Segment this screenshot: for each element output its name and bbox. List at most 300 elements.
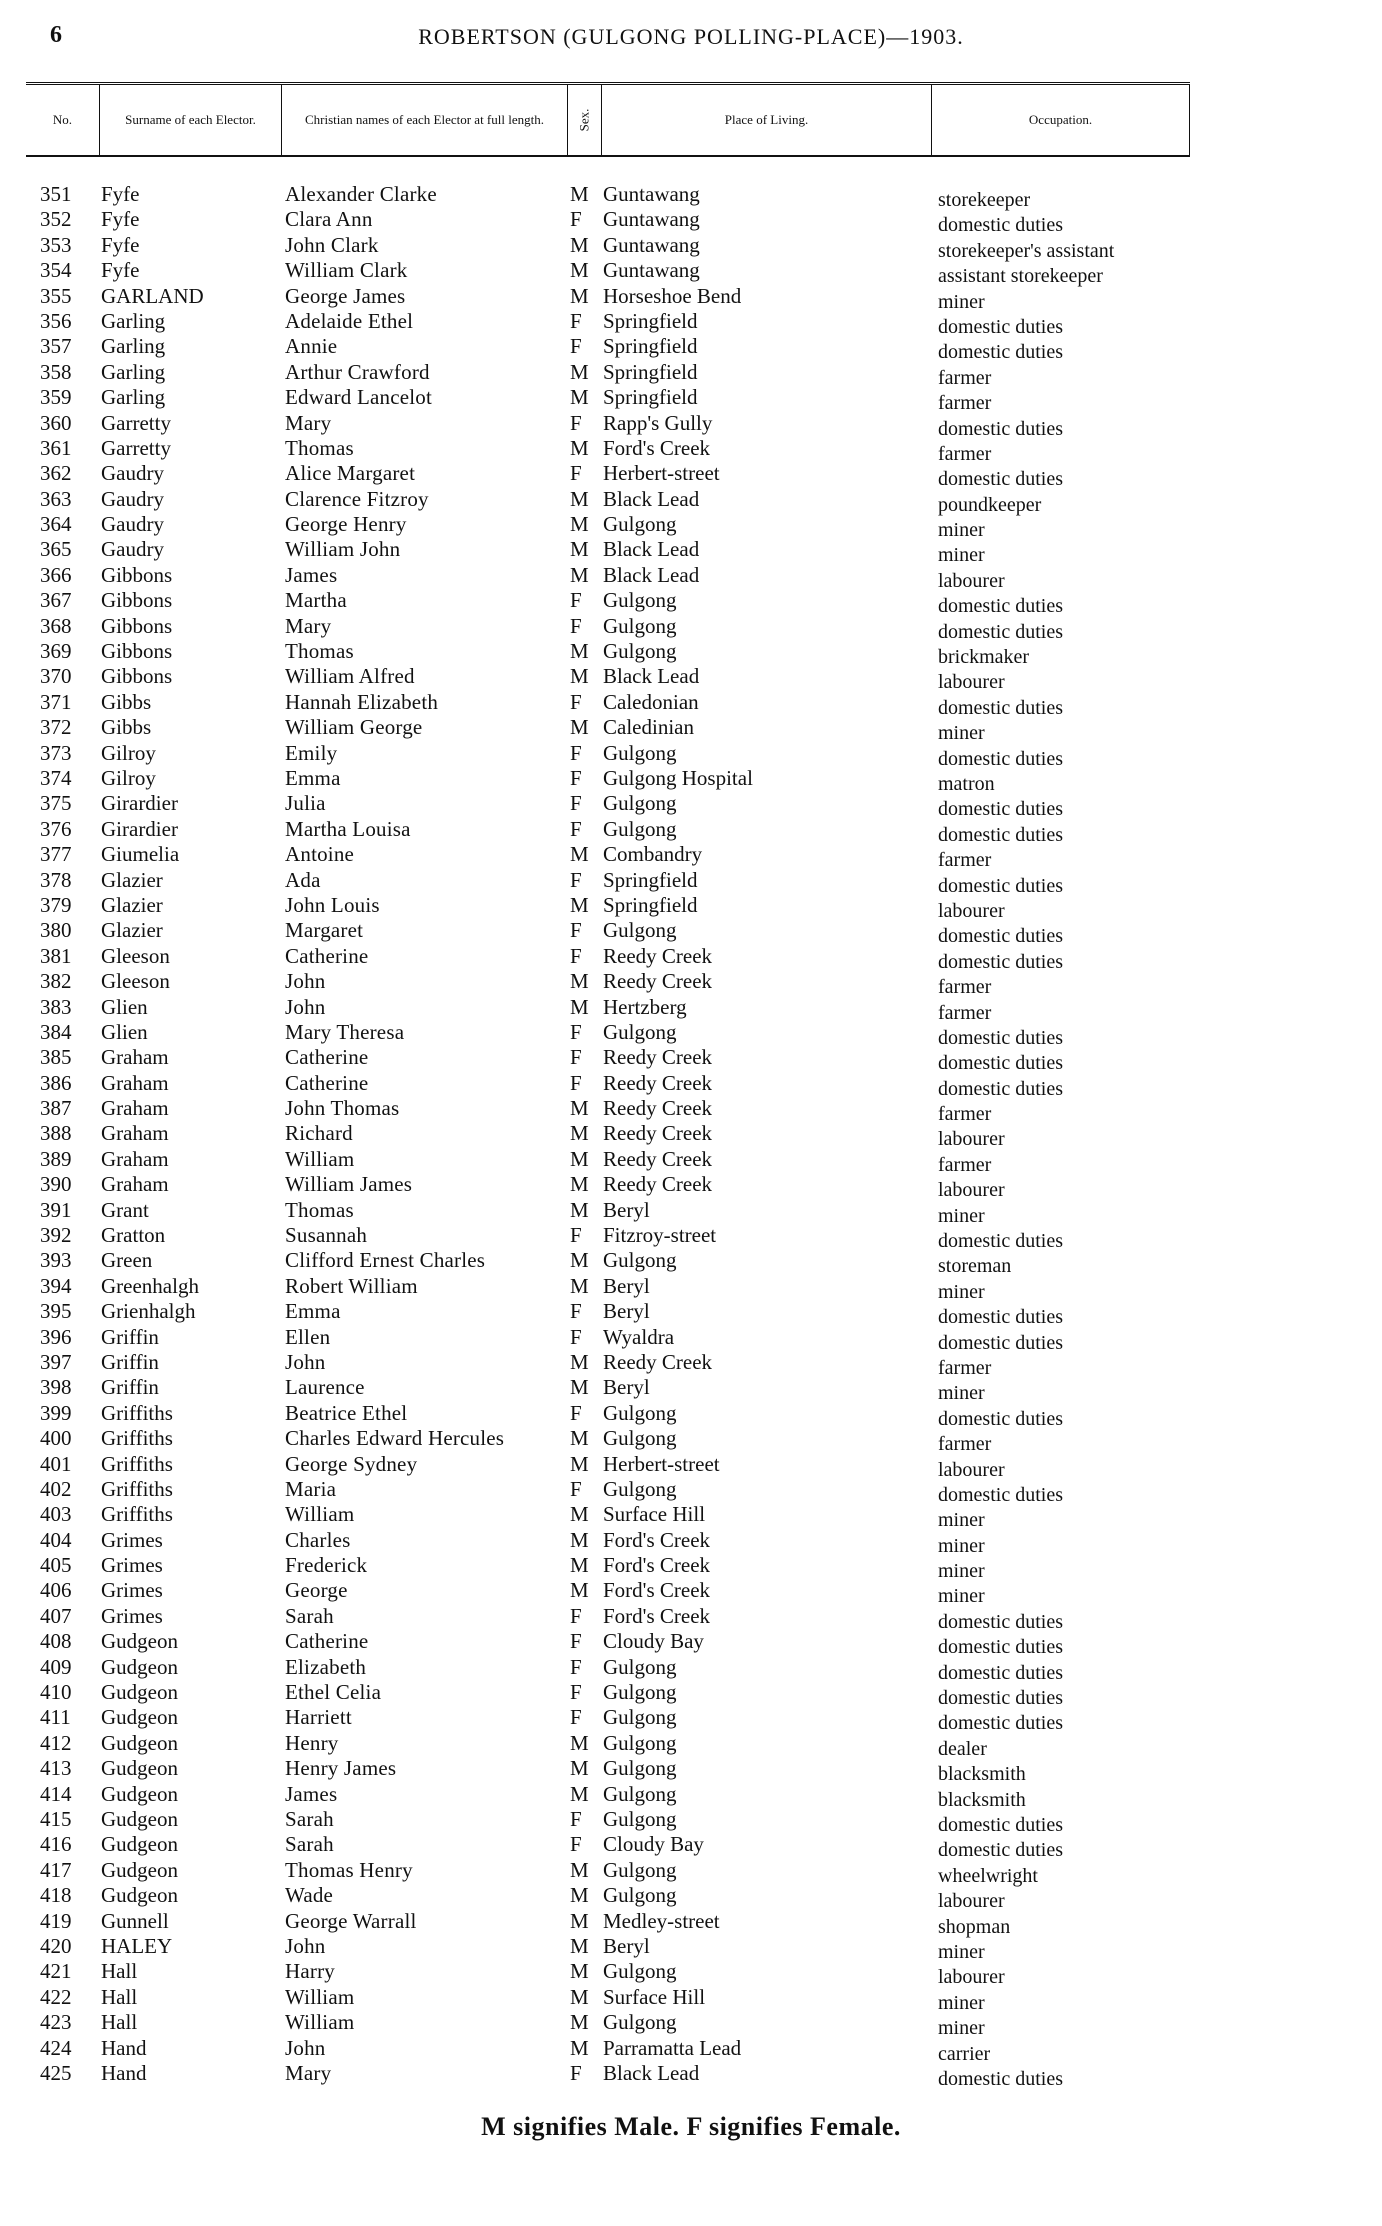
table-row <box>0 232 1382 262</box>
table-row <box>0 1197 1382 1227</box>
column-header-surname-label: Surname of each Elector. <box>125 112 256 127</box>
elector-number: 422 <box>40 1984 72 2009</box>
elector-number: 382 <box>40 969 72 994</box>
elector-number: 355 <box>40 283 72 308</box>
elector-occupation: carrier <box>938 2042 991 2065</box>
elector-occupation: miner <box>938 1560 985 1583</box>
elector-number: 411 <box>40 1705 71 1730</box>
elector-christian-names: John Clark <box>285 232 379 257</box>
elector-sex: M <box>570 1248 589 1273</box>
elector-christian-names: Harry <box>285 1959 335 1984</box>
elector-sex: M <box>570 969 589 994</box>
elector-number: 409 <box>40 1654 72 1679</box>
table-row <box>0 715 1382 745</box>
elector-sex: M <box>570 1527 589 1552</box>
elector-christian-names: William <box>285 1502 355 1527</box>
elector-christian-names: Thomas <box>285 639 354 664</box>
table-row <box>0 308 1382 338</box>
elector-place-of-living: Wyaldra <box>603 1324 675 1349</box>
column-header-place-label: Place of Living. <box>724 112 809 127</box>
elector-number: 401 <box>40 1451 72 1476</box>
elector-place-of-living: Cloudy Bay <box>603 1629 704 1654</box>
elector-christian-names: George James <box>285 283 406 308</box>
elector-number: 399 <box>40 1400 72 1425</box>
table-row <box>0 1400 1382 1430</box>
elector-surname: Griffiths <box>101 1426 173 1451</box>
elector-occupation: domestic duties <box>938 950 1063 973</box>
elector-sex: F <box>570 918 582 943</box>
elector-surname: Grienhalgh <box>101 1299 196 1324</box>
table-row <box>0 1349 1382 1379</box>
elector-sex: F <box>570 1223 582 1248</box>
elector-occupation: assistant storekeeper <box>938 265 1103 288</box>
table-row <box>0 1146 1382 1176</box>
elector-surname: Gaudry <box>101 486 164 511</box>
elector-number: 354 <box>40 258 72 283</box>
elector-place-of-living: Springfield <box>603 308 698 333</box>
elector-sex: M <box>570 359 589 384</box>
elector-occupation: domestic duties <box>938 1661 1063 1684</box>
elector-occupation: poundkeeper <box>938 493 1042 516</box>
elector-number: 396 <box>40 1324 72 1349</box>
elector-surname: Girardier <box>101 791 178 816</box>
elector-surname: Glien <box>101 1019 148 1044</box>
elector-place-of-living: Caledinian <box>603 715 694 740</box>
elector-place-of-living: Beryl <box>603 1375 650 1400</box>
elector-christian-names: Elizabeth <box>285 1654 367 1679</box>
elector-christian-names: William James <box>285 1172 413 1197</box>
table-row <box>0 461 1382 491</box>
elector-number: 400 <box>40 1426 72 1451</box>
elector-place-of-living: Springfield <box>603 334 698 359</box>
elector-place-of-living: Ford's Creek <box>603 435 711 460</box>
elector-place-of-living: Black Lead <box>603 486 700 511</box>
elector-place-of-living: Gulgong <box>603 639 677 664</box>
elector-place-of-living: Beryl <box>603 1273 650 1298</box>
elector-surname: Graham <box>101 1146 169 1171</box>
table-row <box>0 1959 1382 1989</box>
elector-number: 366 <box>40 562 72 587</box>
elector-sex: M <box>570 1756 589 1781</box>
elector-surname: Glazier <box>101 918 163 943</box>
elector-christian-names: John Thomas <box>285 1096 400 1121</box>
elector-christian-names: William Clark <box>285 258 408 283</box>
elector-sex: M <box>570 1553 589 1578</box>
elector-place-of-living: Reedy Creek <box>603 1070 713 1095</box>
table-row <box>0 435 1382 465</box>
elector-number: 370 <box>40 664 72 689</box>
elector-place-of-living: Gulgong <box>603 1781 677 1806</box>
elector-sex: M <box>570 232 589 257</box>
elector-sex: F <box>570 308 582 333</box>
elector-sex: F <box>570 1476 582 1501</box>
elector-christian-names: John Louis <box>285 892 380 917</box>
elector-christian-names: John <box>285 1349 326 1374</box>
elector-surname: Gibbons <box>101 664 173 689</box>
elector-number: 374 <box>40 765 72 790</box>
elector-occupation: brickmaker <box>938 646 1030 669</box>
elector-christian-names: Adelaide Ethel <box>285 308 414 333</box>
elector-occupation: farmer <box>938 442 992 465</box>
table-row <box>0 1756 1382 1786</box>
elector-surname: Grant <box>101 1197 149 1222</box>
elector-occupation: miner <box>938 1509 985 1532</box>
table-row <box>0 765 1382 795</box>
elector-sex: M <box>570 1959 589 1984</box>
elector-number: 351 <box>40 182 72 206</box>
elector-christian-names: Charles Edward Hercules <box>285 1426 505 1451</box>
elector-place-of-living: Reedy Creek <box>603 1096 713 1121</box>
elector-christian-names: Arthur Crawford <box>285 359 430 384</box>
elector-sex: M <box>570 1578 589 1603</box>
elector-place-of-living: Rapp's Gully <box>603 410 713 435</box>
elector-number: 385 <box>40 1045 72 1070</box>
elector-christian-names: George Sydney <box>285 1451 418 1476</box>
elector-surname: Gibbs <box>101 715 152 740</box>
elector-christian-names: Antoine <box>285 842 355 867</box>
elector-number: 415 <box>40 1807 72 1831</box>
elector-surname: Gudgeon <box>101 1629 178 1654</box>
table-row <box>0 182 1382 211</box>
elector-sex: M <box>570 258 589 283</box>
elector-sex: F <box>570 765 582 790</box>
table-row <box>0 969 1382 999</box>
elector-number: 381 <box>40 943 72 968</box>
elector-sex: M <box>570 1502 589 1527</box>
elector-surname: Hall <box>101 1959 138 1984</box>
elector-christian-names: James <box>285 562 338 587</box>
elector-christian-names: Catherine <box>285 943 369 968</box>
elector-number: 389 <box>40 1146 72 1171</box>
elector-sex: M <box>570 1933 589 1958</box>
elector-place-of-living: Gulgong <box>603 613 677 638</box>
elector-occupation: domestic duties <box>938 1636 1063 1659</box>
elector-place-of-living: Reedy Creek <box>603 1146 713 1171</box>
page-header <box>0 18 1382 58</box>
elector-place-of-living: Caledonian <box>603 689 699 714</box>
elector-surname: Griffin <box>101 1349 159 1374</box>
elector-surname: Greenhalgh <box>101 1273 199 1298</box>
elector-occupation: domestic duties <box>938 2067 1063 2090</box>
elector-number: 377 <box>40 842 72 867</box>
table-row <box>0 1984 1382 2014</box>
column-header-row <box>26 82 1190 157</box>
elector-christian-names: Harriett <box>285 1705 352 1730</box>
elector-occupation: miner <box>938 290 985 313</box>
elector-number: 386 <box>40 1070 72 1095</box>
elector-place-of-living: Gulgong Hospital <box>603 765 753 790</box>
table-row <box>0 1172 1382 1202</box>
elector-surname: Gudgeon <box>101 1756 178 1781</box>
elector-sex: M <box>570 1781 589 1806</box>
table-row <box>0 410 1382 440</box>
elector-sex: M <box>570 1121 589 1146</box>
table-row <box>0 816 1382 846</box>
elector-occupation: domestic duties <box>938 696 1063 719</box>
elector-place-of-living: Gulgong <box>603 1857 677 1882</box>
table-row <box>0 1096 1382 1126</box>
elector-place-of-living: Guntawang <box>603 232 700 257</box>
elector-number: 359 <box>40 385 72 410</box>
elector-number: 392 <box>40 1223 72 1248</box>
elector-place-of-living: Gulgong <box>603 1680 677 1705</box>
elector-occupation: domestic duties <box>938 1052 1063 1075</box>
elector-christian-names: Sarah <box>285 1832 334 1857</box>
elector-christian-names: Ada <box>285 867 321 892</box>
table-row <box>0 334 1382 364</box>
elector-place-of-living: Gulgong <box>603 1730 677 1755</box>
elector-place-of-living: Guntawang <box>603 258 700 283</box>
elector-place-of-living: Gulgong <box>603 1883 677 1908</box>
table-row <box>0 1832 1382 1862</box>
elector-place-of-living: Cloudy Bay <box>603 1832 704 1857</box>
elector-sex: M <box>570 892 589 917</box>
elector-surname: Griffin <box>101 1324 159 1349</box>
elector-christian-names: William George <box>285 715 423 740</box>
elector-number: 379 <box>40 892 72 917</box>
elector-sex: M <box>570 562 589 587</box>
elector-christian-names: Emily <box>285 740 338 765</box>
elector-surname: Gratton <box>101 1223 166 1248</box>
elector-surname: Gaudry <box>101 461 164 486</box>
elector-occupation: farmer <box>938 849 992 872</box>
elector-number: 405 <box>40 1553 72 1578</box>
elector-number: 406 <box>40 1578 72 1603</box>
elector-christian-names: John <box>285 1933 326 1958</box>
elector-surname: Gaudry <box>101 537 164 562</box>
table-row <box>0 639 1382 669</box>
table-row <box>0 1578 1382 1608</box>
elector-place-of-living: Reedy Creek <box>603 1172 713 1197</box>
elector-occupation: wheelwright <box>938 1864 1038 1887</box>
elector-number: 384 <box>40 1019 72 1044</box>
table-row <box>0 1324 1382 1354</box>
elector-number: 416 <box>40 1832 72 1857</box>
table-row <box>0 1933 1382 1963</box>
elector-occupation: farmer <box>938 976 992 999</box>
table-row <box>0 1527 1382 1557</box>
elector-surname: Gibbons <box>101 562 173 587</box>
elector-surname: Gudgeon <box>101 1654 178 1679</box>
table-row <box>0 1654 1382 1684</box>
elector-occupation: domestic duties <box>938 1687 1063 1710</box>
elector-surname: Garretty <box>101 435 171 460</box>
elector-christian-names: Henry <box>285 1730 339 1755</box>
elector-number: 380 <box>40 918 72 943</box>
elector-christian-names: Annie <box>285 334 338 359</box>
elector-christian-names: Emma <box>285 1299 341 1324</box>
elector-occupation: blacksmith <box>938 1788 1026 1811</box>
elector-sex: M <box>570 1883 589 1908</box>
elector-number: 410 <box>40 1680 72 1705</box>
elector-place-of-living: Reedy Creek <box>603 1349 713 1374</box>
table-row <box>0 1629 1382 1659</box>
elector-sex: M <box>570 2035 589 2060</box>
column-header-no-label: No. <box>52 112 73 127</box>
table-row <box>0 1502 1382 1532</box>
elector-occupation: domestic duties <box>938 1407 1063 1430</box>
column-header-no <box>26 85 100 155</box>
table-row <box>0 1680 1382 1710</box>
elector-place-of-living: Medley-street <box>603 1908 720 1933</box>
elector-christian-names: William <box>285 1984 355 2009</box>
elector-sex: F <box>570 1807 582 1831</box>
elector-occupation: domestic duties <box>938 468 1063 491</box>
elector-christian-names: William <box>285 1146 355 1171</box>
elector-sex: M <box>570 512 589 537</box>
elector-place-of-living: Gulgong <box>603 1248 677 1273</box>
elector-place-of-living: Reedy Creek <box>603 943 713 968</box>
table-row <box>0 486 1382 516</box>
elector-number: 412 <box>40 1730 72 1755</box>
elector-place-of-living: Beryl <box>603 1299 650 1324</box>
table-row <box>0 562 1382 592</box>
elector-surname: Gaudry <box>101 512 164 537</box>
elector-number: 390 <box>40 1172 72 1197</box>
elector-sex: M <box>570 435 589 460</box>
elector-surname: Fyfe <box>101 207 140 232</box>
elector-surname: Garretty <box>101 410 171 435</box>
elector-sex: F <box>570 791 582 816</box>
elector-number: 352 <box>40 207 72 232</box>
elector-christian-names: Henry James <box>285 1756 397 1781</box>
elector-surname: HALEY <box>101 1933 173 1958</box>
elector-christian-names: Emma <box>285 765 341 790</box>
table-row <box>0 740 1382 770</box>
table-row <box>0 1426 1382 1456</box>
table-row <box>0 1807 1382 1836</box>
elector-sex: F <box>570 2060 582 2085</box>
elector-sex: F <box>570 613 582 638</box>
elector-sex: M <box>570 385 589 410</box>
elector-christian-names: Ethel Celia <box>285 1680 382 1705</box>
table-row <box>0 1603 1382 1633</box>
elector-place-of-living: Ford's Creek <box>603 1527 711 1552</box>
elector-christian-names: Mary <box>285 410 332 435</box>
elector-occupation: miner <box>938 519 985 542</box>
elector-number: 373 <box>40 740 72 765</box>
elector-place-of-living: Springfield <box>603 359 698 384</box>
column-header-surname <box>100 85 282 155</box>
table-row <box>0 1476 1382 1506</box>
elector-sex: M <box>570 1096 589 1121</box>
table-row <box>0 842 1382 872</box>
elector-occupation: domestic duties <box>938 1610 1063 1633</box>
table-row <box>0 613 1382 643</box>
table-row <box>0 2035 1382 2065</box>
elector-place-of-living: Ford's Creek <box>603 1578 711 1603</box>
elector-sex: M <box>570 664 589 689</box>
elector-surname: Graham <box>101 1172 169 1197</box>
elector-sex: F <box>570 943 582 968</box>
elector-sex: F <box>570 1070 582 1095</box>
elector-number: 361 <box>40 435 72 460</box>
elector-surname: Giumelia <box>101 842 180 867</box>
table-row <box>0 1248 1382 1278</box>
elector-number: 403 <box>40 1502 72 1527</box>
elector-place-of-living: Beryl <box>603 1197 650 1222</box>
elector-occupation: farmer <box>938 1153 992 1176</box>
elector-occupation: domestic duties <box>938 1331 1063 1354</box>
elector-sex: F <box>570 334 582 359</box>
elector-surname: Gibbons <box>101 588 173 613</box>
elector-occupation: labourer <box>938 1128 1005 1151</box>
table-row <box>0 512 1382 542</box>
table-row <box>0 1908 1382 1938</box>
elector-place-of-living: Guntawang <box>603 207 700 232</box>
elector-sex: M <box>570 1349 589 1374</box>
elector-place-of-living: Ford's Creek <box>603 1603 711 1628</box>
elector-occupation: domestic duties <box>938 1814 1063 1836</box>
elector-occupation: domestic duties <box>938 417 1063 440</box>
table-row <box>0 258 1382 288</box>
elector-christian-names: George Henry <box>285 512 407 537</box>
elector-surname: Gudgeon <box>101 1680 178 1705</box>
elector-surname: Gunnell <box>101 1908 169 1933</box>
elector-sex: M <box>570 1426 589 1451</box>
elector-surname: Garling <box>101 385 166 410</box>
elector-sex: F <box>570 1603 582 1628</box>
elector-number: 425 <box>40 2060 72 2085</box>
elector-christian-names: Laurence <box>285 1375 365 1400</box>
elector-place-of-living: Gulgong <box>603 1019 677 1044</box>
elector-christian-names: Frederick <box>285 1553 368 1578</box>
elector-sex: M <box>570 842 589 867</box>
elector-surname: Gilroy <box>101 765 156 790</box>
elector-place-of-living: Black Lead <box>603 537 700 562</box>
elector-surname: Griffiths <box>101 1502 173 1527</box>
elector-sex: F <box>570 867 582 892</box>
elector-number: 424 <box>40 2035 72 2060</box>
elector-surname: Grimes <box>101 1578 163 1603</box>
elector-number: 364 <box>40 512 72 537</box>
elector-number: 375 <box>40 791 72 816</box>
table-row <box>0 359 1382 389</box>
elector-number: 362 <box>40 461 72 486</box>
elector-surname: Glazier <box>101 867 163 892</box>
elector-sex: M <box>570 1146 589 1171</box>
elector-sex: F <box>570 816 582 841</box>
elector-surname: Gibbons <box>101 613 173 638</box>
elector-sex: F <box>570 410 582 435</box>
elector-place-of-living: Gulgong <box>603 1476 677 1501</box>
elector-surname: Fyfe <box>101 258 140 283</box>
elector-occupation: domestic duties <box>938 798 1063 821</box>
table-row <box>0 892 1382 922</box>
elector-occupation: farmer <box>938 392 992 415</box>
table-row <box>0 2060 1382 2090</box>
elector-surname: Griffiths <box>101 1451 173 1476</box>
elector-number: 367 <box>40 588 72 613</box>
elector-occupation: miner <box>938 1991 985 2014</box>
elector-surname: Green <box>101 1248 153 1273</box>
table-row <box>0 1223 1382 1253</box>
elector-christian-names: Edward Lancelot <box>285 385 433 410</box>
elector-surname: Glien <box>101 994 148 1019</box>
elector-surname: Graham <box>101 1045 169 1070</box>
elector-surname: Grimes <box>101 1553 163 1578</box>
elector-number: 363 <box>40 486 72 511</box>
elector-surname: Griffin <box>101 1375 159 1400</box>
elector-place-of-living: Beryl <box>603 1933 650 1958</box>
elector-christian-names: William John <box>285 537 401 562</box>
elector-christian-names: William Alfred <box>285 664 415 689</box>
elector-christian-names: Thomas Henry <box>285 1857 413 1882</box>
elector-sex: F <box>570 588 582 613</box>
table-row <box>0 2010 1382 2040</box>
elector-sex: F <box>570 1019 582 1044</box>
elector-place-of-living: Gulgong <box>603 918 677 943</box>
